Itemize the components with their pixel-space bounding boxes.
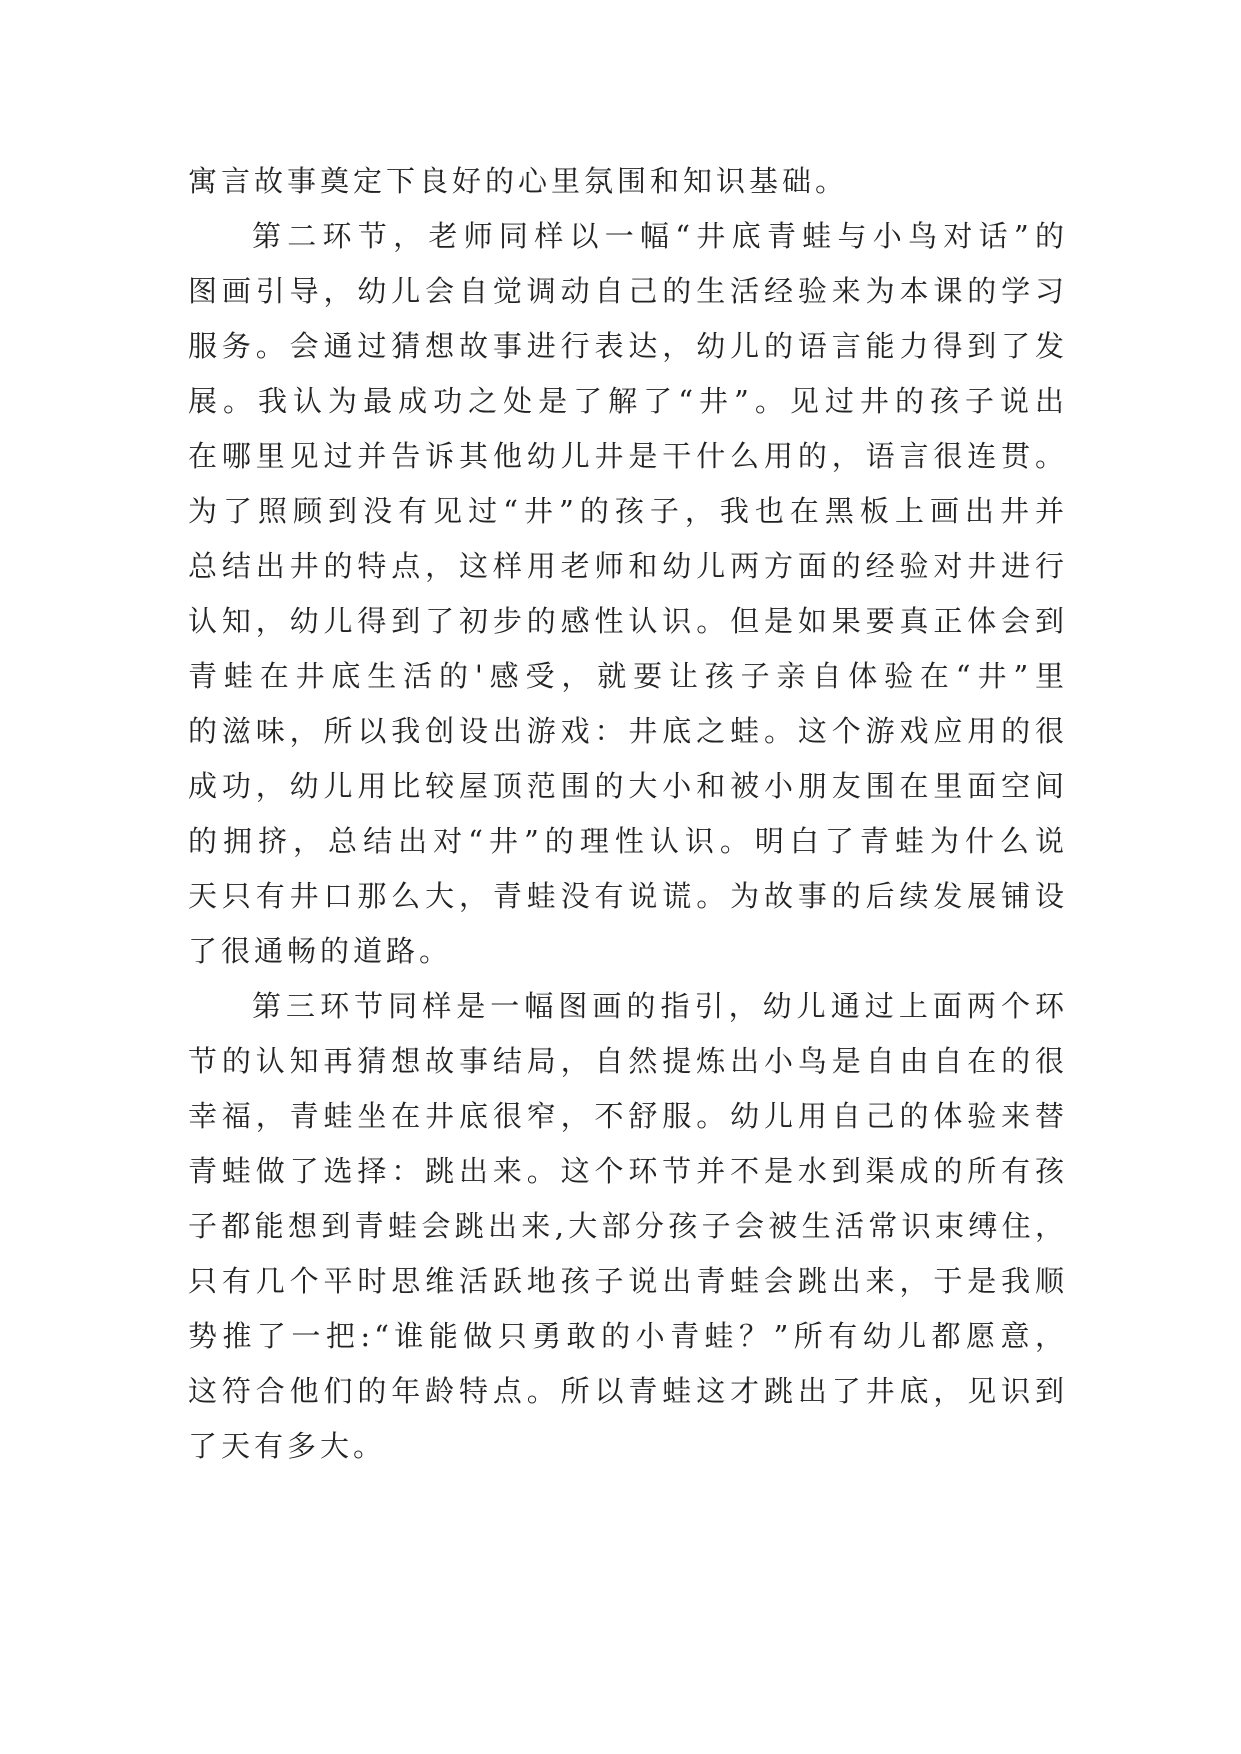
text-line: 幸福，青蛙坐在井底很窄，不舒服。幼儿用自己的体验来替 (188, 1099, 1068, 1133)
text-line: 认知，幼儿得到了初步的感性认识。但是如果要真正体会到 (188, 604, 1068, 638)
text-line: 节的认知再猜想故事结局，自然提炼出小鸟是自由自在的很 (188, 1044, 1068, 1078)
text-line: 在哪里见过并告诉其他幼儿井是干什么用的，语言很连贯。 (188, 439, 1068, 473)
body-text (188, 154, 1068, 1474)
text-line: 这符合他们的年龄特点。所以青蛙这才跳出了井底，见识到 (188, 1374, 1068, 1408)
text-line: 成功，幼儿用比较屋顶范围的大小和被小朋友围在里面空间 (188, 769, 1068, 803)
text-line: 服务。会通过猜想故事进行表达，幼儿的语言能力得到了发 (188, 329, 1068, 363)
text-line: 图画引导，幼儿会自觉调动自己的生活经验来为本课的学习 (188, 274, 1068, 308)
text-line: 展。我认为最成功之处是了解了“井”。见过井的孩子说出 (188, 384, 1068, 418)
paragraph-start-line: 第二环节，老师同样以一幅“井底青蛙与小鸟对话”的 (252, 219, 1068, 253)
text-line: 青蛙在井底生活的'感受，就要让孩子亲自体验在“井”里 (188, 659, 1068, 693)
paragraph-start-line: 第三环节同样是一幅图画的指引，幼儿通过上面两个环 (252, 989, 1068, 1023)
text-line: 只有几个平时思维活跃地孩子说出青蛙会跳出来，于是我顺 (188, 1264, 1068, 1298)
text-line: 寓言故事奠定下良好的心里氛围和知识基础。 (188, 164, 849, 198)
paragraph-end-line: 了天有多大。 (188, 1429, 387, 1463)
paragraph-end-line: 了很通畅的道路。 (188, 934, 453, 968)
text-line: 天只有井口那么大，青蛙没有说谎。为故事的后续发展铺设 (188, 879, 1068, 913)
text-line: 总结出井的特点，这样用老师和幼儿两方面的经验对井进行 (188, 549, 1068, 583)
text-line: 为了照顾到没有见过“井”的孩子，我也在黑板上画出井并 (188, 494, 1068, 528)
text-line: 青蛙做了选择：跳出来。这个环节并不是水到渠成的所有孩 (188, 1154, 1068, 1188)
text-line: 的滋味，所以我创设出游戏：井底之蛙。这个游戏应用的很 (188, 714, 1068, 748)
text-line: 的拥挤，总结出对“井”的理性认识。明白了青蛙为什么说 (188, 824, 1068, 858)
text-line: 势推了一把:“谁能做只勇敢的小青蛙？”所有幼儿都愿意， (188, 1319, 1068, 1353)
text-line: 子都能想到青蛙会跳出来,大部分孩子会被生活常识束缚住， (188, 1209, 1068, 1243)
